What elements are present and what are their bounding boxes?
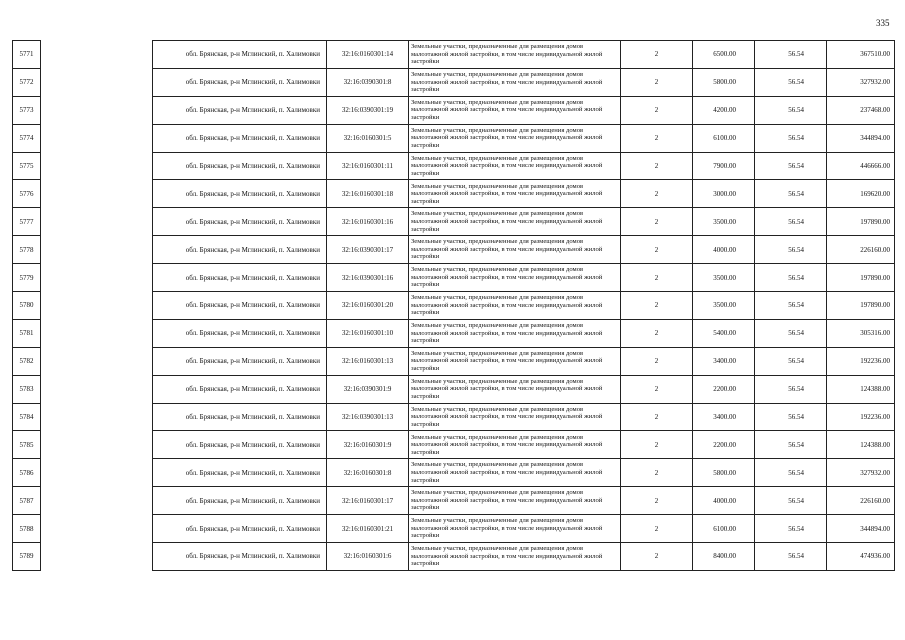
- specific-value-cell: 56.54: [755, 208, 827, 236]
- cadastral-value-cell: 169620.00: [827, 180, 895, 208]
- area-cell: 3000.00: [693, 180, 755, 208]
- table-row: [13, 319, 895, 347]
- specific-value-cell: 56.54: [755, 403, 827, 431]
- table-row: [13, 180, 895, 208]
- area-cell: 6100.00: [693, 515, 755, 543]
- group-cell: 2: [621, 403, 693, 431]
- cadastral-number-cell: 32:16:0160301:10: [327, 319, 409, 347]
- group-cell: 2: [621, 375, 693, 403]
- cadastral-number-cell: 32:16:0160301:21: [327, 515, 409, 543]
- specific-value-cell: 56.54: [755, 41, 827, 69]
- land-purpose-cell: Земельные участки, предназначенные для размещения домов малоэтажной жилой застройки, в том числе индивидуальной жилой застройки: [409, 543, 621, 571]
- group-cell: 2: [621, 459, 693, 487]
- table-row: [13, 403, 895, 431]
- cadastral-value-cell: 327932.00: [827, 68, 895, 96]
- land-purpose-cell: Земельные участки, предназначенные для размещения домов малоэтажной жилой застройки, в том числе индивидуальной жилой застройки: [409, 180, 621, 208]
- address-cell: обл. Брянская, р-н Мглинский, п. Халимовки: [153, 515, 327, 543]
- cadastral-value-cell: 305316.00: [827, 319, 895, 347]
- land-purpose-cell: Земельные участки, предназначенные для размещения домов малоэтажной жилой застройки, в том числе индивидуальной жилой застройки: [409, 264, 621, 292]
- cadastral-value-cell: 474936.00: [827, 543, 895, 571]
- row-number: 5785: [13, 431, 41, 459]
- cadastral-number-cell: 32:16:0160301:20: [327, 292, 409, 320]
- specific-value-cell: 56.54: [755, 375, 827, 403]
- area-cell: 4000.00: [693, 236, 755, 264]
- spacer-cell: [41, 515, 153, 543]
- cadastral-number-cell: 32:16:0160301:17: [327, 487, 409, 515]
- row-number: 5776: [13, 180, 41, 208]
- spacer-cell: [41, 319, 153, 347]
- land-purpose-cell: Земельные участки, предназначенные для размещения домов малоэтажной жилой застройки, в том числе индивидуальной жилой застройки: [409, 347, 621, 375]
- address-cell: обл. Брянская, р-н Мглинский, п. Халимовки: [153, 180, 327, 208]
- area-cell: 3400.00: [693, 403, 755, 431]
- area-cell: 3500.00: [693, 264, 755, 292]
- cadastral-number-cell: 32:16:0160301:9: [327, 431, 409, 459]
- spacer-cell: [41, 347, 153, 375]
- row-number: 5788: [13, 515, 41, 543]
- group-cell: 2: [621, 487, 693, 515]
- land-purpose-cell: Земельные участки, предназначенные для размещения домов малоэтажной жилой застройки, в том числе индивидуальной жилой застройки: [409, 487, 621, 515]
- cadastral-value-cell: 197890.00: [827, 208, 895, 236]
- group-cell: 2: [621, 543, 693, 571]
- row-number: 5775: [13, 152, 41, 180]
- area-cell: 6100.00: [693, 124, 755, 152]
- address-cell: обл. Брянская, р-н Мглинский, п. Халимовки: [153, 96, 327, 124]
- cadastral-value-cell: 344894.00: [827, 515, 895, 543]
- row-number: 5782: [13, 347, 41, 375]
- spacer-cell: [41, 292, 153, 320]
- row-number: 5771: [13, 41, 41, 69]
- row-number: 5778: [13, 236, 41, 264]
- table-row: [13, 41, 895, 69]
- group-cell: 2: [621, 68, 693, 96]
- table-row: [13, 208, 895, 236]
- cadastral-number-cell: 32:16:0160301:8: [327, 459, 409, 487]
- spacer-cell: [41, 264, 153, 292]
- cadastral-value-cell: 367510.00: [827, 41, 895, 69]
- specific-value-cell: 56.54: [755, 96, 827, 124]
- group-cell: 2: [621, 96, 693, 124]
- land-purpose-cell: Земельные участки, предназначенные для размещения домов малоэтажной жилой застройки, в том числе индивидуальной жилой застройки: [409, 96, 621, 124]
- area-cell: 8400.00: [693, 543, 755, 571]
- cadastral-number-cell: 32:16:0160301:6: [327, 543, 409, 571]
- address-cell: обл. Брянская, р-н Мглинский, п. Халимовки: [153, 264, 327, 292]
- specific-value-cell: 56.54: [755, 124, 827, 152]
- area-cell: 5400.00: [693, 319, 755, 347]
- group-cell: 2: [621, 152, 693, 180]
- specific-value-cell: 56.54: [755, 264, 827, 292]
- table-row: [13, 347, 895, 375]
- table-row: [13, 543, 895, 571]
- group-cell: 2: [621, 236, 693, 264]
- specific-value-cell: 56.54: [755, 459, 827, 487]
- address-cell: обл. Брянская, р-н Мглинский, п. Халимовки: [153, 459, 327, 487]
- address-cell: обл. Брянская, р-н Мглинский, п. Халимовки: [153, 375, 327, 403]
- area-cell: 3500.00: [693, 208, 755, 236]
- address-cell: обл. Брянская, р-н Мглинский, п. Халимовки: [153, 68, 327, 96]
- address-cell: обл. Брянская, р-н Мглинский, п. Халимовки: [153, 236, 327, 264]
- address-cell: обл. Брянская, р-н Мглинский, п. Халимовки: [153, 208, 327, 236]
- land-purpose-cell: Земельные участки, предназначенные для размещения домов малоэтажной жилой застройки, в том числе индивидуальной жилой застройки: [409, 124, 621, 152]
- area-cell: 4200.00: [693, 96, 755, 124]
- row-number: 5777: [13, 208, 41, 236]
- address-cell: обл. Брянская, р-н Мглинский, п. Халимовки: [153, 543, 327, 571]
- address-cell: обл. Брянская, р-н Мглинский, п. Халимовки: [153, 403, 327, 431]
- area-cell: 5800.00: [693, 68, 755, 96]
- area-cell: 2200.00: [693, 375, 755, 403]
- area-cell: 2200.00: [693, 431, 755, 459]
- land-purpose-cell: Земельные участки, предназначенные для размещения домов малоэтажной жилой застройки, в том числе индивидуальной жилой застройки: [409, 431, 621, 459]
- cadastral-number-cell: 32:16:0160301:14: [327, 41, 409, 69]
- table-body: [13, 41, 895, 571]
- row-number: 5783: [13, 375, 41, 403]
- cadastral-number-cell: 32:16:0390301:19: [327, 96, 409, 124]
- spacer-cell: [41, 152, 153, 180]
- cadastral-number-cell: 32:16:0160301:13: [327, 347, 409, 375]
- table-row: [13, 515, 895, 543]
- area-cell: 6500.00: [693, 41, 755, 69]
- cadastral-value-cell: 327932.00: [827, 459, 895, 487]
- area-cell: 5800.00: [693, 459, 755, 487]
- group-cell: 2: [621, 180, 693, 208]
- group-cell: 2: [621, 41, 693, 69]
- spacer-cell: [41, 124, 153, 152]
- cadastral-value-cell: 124388.00: [827, 431, 895, 459]
- table-row: [13, 375, 895, 403]
- specific-value-cell: 56.54: [755, 236, 827, 264]
- row-number: 5781: [13, 319, 41, 347]
- table-row: [13, 292, 895, 320]
- group-cell: 2: [621, 264, 693, 292]
- cadastral-number-cell: 32:16:0160301:5: [327, 124, 409, 152]
- table-row: [13, 236, 895, 264]
- cadastral-value-cell: 124388.00: [827, 375, 895, 403]
- row-number: 5789: [13, 543, 41, 571]
- cadastral-value-table: [12, 40, 895, 571]
- row-number: 5787: [13, 487, 41, 515]
- specific-value-cell: 56.54: [755, 180, 827, 208]
- spacer-cell: [41, 96, 153, 124]
- group-cell: 2: [621, 208, 693, 236]
- cadastral-number-cell: 32:16:0390301:13: [327, 403, 409, 431]
- row-number: 5773: [13, 96, 41, 124]
- specific-value-cell: 56.54: [755, 152, 827, 180]
- spacer-cell: [41, 236, 153, 264]
- specific-value-cell: 56.54: [755, 292, 827, 320]
- spacer-cell: [41, 180, 153, 208]
- page-number: 335: [876, 18, 890, 28]
- specific-value-cell: 56.54: [755, 319, 827, 347]
- address-cell: обл. Брянская, р-н Мглинский, п. Халимовки: [153, 124, 327, 152]
- area-cell: 3400.00: [693, 347, 755, 375]
- spacer-cell: [41, 431, 153, 459]
- table-row: [13, 96, 895, 124]
- group-cell: 2: [621, 292, 693, 320]
- cadastral-value-cell: 237468.00: [827, 96, 895, 124]
- spacer-cell: [41, 487, 153, 515]
- land-purpose-cell: Земельные участки, предназначенные для размещения домов малоэтажной жилой застройки, в том числе индивидуальной жилой застройки: [409, 375, 621, 403]
- row-number: 5779: [13, 264, 41, 292]
- land-purpose-cell: Земельные участки, предназначенные для размещения домов малоэтажной жилой застройки, в том числе индивидуальной жилой застройки: [409, 403, 621, 431]
- group-cell: 2: [621, 319, 693, 347]
- land-purpose-cell: Земельные участки, предназначенные для размещения домов малоэтажной жилой застройки, в том числе индивидуальной жилой застройки: [409, 292, 621, 320]
- land-purpose-cell: Земельные участки, предназначенные для размещения домов малоэтажной жилой застройки, в том числе индивидуальной жилой застройки: [409, 208, 621, 236]
- cadastral-value-cell: 226160.00: [827, 487, 895, 515]
- area-cell: 4000.00: [693, 487, 755, 515]
- specific-value-cell: 56.54: [755, 68, 827, 96]
- cadastral-number-cell: 32:16:0390301:16: [327, 264, 409, 292]
- address-cell: обл. Брянская, р-н Мглинский, п. Халимовки: [153, 487, 327, 515]
- table-row: [13, 264, 895, 292]
- cadastral-number-cell: 32:16:0390301:17: [327, 236, 409, 264]
- table-row: [13, 68, 895, 96]
- row-number: 5780: [13, 292, 41, 320]
- table-row: [13, 459, 895, 487]
- spacer-cell: [41, 543, 153, 571]
- area-cell: 7900.00: [693, 152, 755, 180]
- land-purpose-cell: Земельные участки, предназначенные для размещения домов малоэтажной жилой застройки, в том числе индивидуальной жилой застройки: [409, 236, 621, 264]
- cadastral-value-cell: 446666.00: [827, 152, 895, 180]
- address-cell: обл. Брянская, р-н Мглинский, п. Халимовки: [153, 431, 327, 459]
- specific-value-cell: 56.54: [755, 347, 827, 375]
- specific-value-cell: 56.54: [755, 515, 827, 543]
- group-cell: 2: [621, 515, 693, 543]
- specific-value-cell: 56.54: [755, 487, 827, 515]
- area-cell: 3500.00: [693, 292, 755, 320]
- address-cell: обл. Брянская, р-н Мглинский, п. Халимовки: [153, 41, 327, 69]
- address-cell: обл. Брянская, р-н Мглинский, п. Халимовки: [153, 292, 327, 320]
- land-purpose-cell: Земельные участки, предназначенные для размещения домов малоэтажной жилой застройки, в том числе индивидуальной жилой застройки: [409, 515, 621, 543]
- land-purpose-cell: Земельные участки, предназначенные для размещения домов малоэтажной жилой застройки, в том числе индивидуальной жилой застройки: [409, 152, 621, 180]
- land-purpose-cell: Земельные участки, предназначенные для размещения домов малоэтажной жилой застройки, в том числе индивидуальной жилой застройки: [409, 41, 621, 69]
- table-row: [13, 431, 895, 459]
- land-purpose-cell: Земельные участки, предназначенные для размещения домов малоэтажной жилой застройки, в том числе индивидуальной жилой застройки: [409, 319, 621, 347]
- specific-value-cell: 56.54: [755, 431, 827, 459]
- table-row: [13, 124, 895, 152]
- spacer-cell: [41, 41, 153, 69]
- cadastral-value-cell: 197890.00: [827, 264, 895, 292]
- cadastral-value-cell: 344894.00: [827, 124, 895, 152]
- land-purpose-cell: Земельные участки, предназначенные для размещения домов малоэтажной жилой застройки, в том числе индивидуальной жилой застройки: [409, 459, 621, 487]
- group-cell: 2: [621, 431, 693, 459]
- specific-value-cell: 56.54: [755, 543, 827, 571]
- address-cell: обл. Брянская, р-н Мглинский, п. Халимовки: [153, 152, 327, 180]
- land-purpose-cell: Земельные участки, предназначенные для размещения домов малоэтажной жилой застройки, в том числе индивидуальной жилой застройки: [409, 68, 621, 96]
- spacer-cell: [41, 459, 153, 487]
- cadastral-value-cell: 192236.00: [827, 347, 895, 375]
- table-row: [13, 152, 895, 180]
- table-row: [13, 487, 895, 515]
- row-number: 5774: [13, 124, 41, 152]
- cadastral-value-cell: 226160.00: [827, 236, 895, 264]
- row-number: 5784: [13, 403, 41, 431]
- row-number: 5772: [13, 68, 41, 96]
- group-cell: 2: [621, 124, 693, 152]
- cadastral-number-cell: 32:16:0160301:18: [327, 180, 409, 208]
- cadastral-number-cell: 32:16:0160301:16: [327, 208, 409, 236]
- spacer-cell: [41, 68, 153, 96]
- cadastral-value-cell: 197890.00: [827, 292, 895, 320]
- cadastral-number-cell: 32:16:0390301:9: [327, 375, 409, 403]
- cadastral-value-cell: 192236.00: [827, 403, 895, 431]
- address-cell: обл. Брянская, р-н Мглинский, п. Халимовки: [153, 319, 327, 347]
- cadastral-number-cell: 32:16:0390301:8: [327, 68, 409, 96]
- address-cell: обл. Брянская, р-н Мглинский, п. Халимовки: [153, 347, 327, 375]
- spacer-cell: [41, 403, 153, 431]
- cadastral-number-cell: 32:16:0160301:11: [327, 152, 409, 180]
- spacer-cell: [41, 375, 153, 403]
- spacer-cell: [41, 208, 153, 236]
- group-cell: 2: [621, 347, 693, 375]
- row-number: 5786: [13, 459, 41, 487]
